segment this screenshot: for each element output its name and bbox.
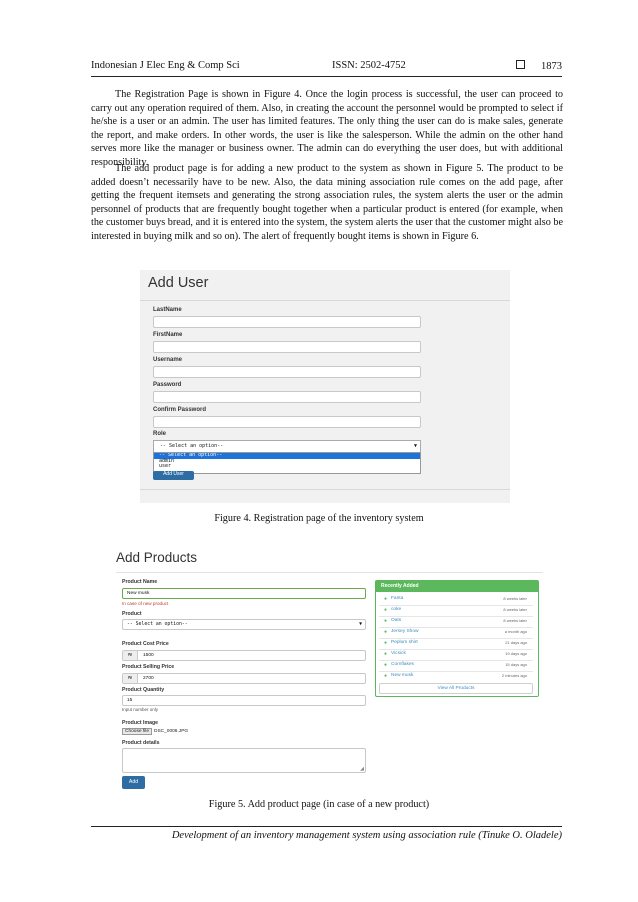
footer-rule [91,826,562,827]
recent-item-name: Vicsick [391,651,406,656]
recent-item-name: New musk [391,673,414,678]
lastname-input[interactable] [153,316,421,328]
paragraph-add-product: The add product page is for adding a new product to the system as shown in Figure 5. The product to be added doesn’t necessarily have to be new. Also, the data mining association rule comes on the add page, after getting the frequent itemsets and generating the strong association rules, the system alerts the user or the admin personnel of products that are frequently bought together when a particular product is entered (for example, when the customer buys bread, and it is entered into the system, the system alerts the user that the customer might also be interested in buying milk and so on). The alert of frequently bought items is shown in Figure 6. [91,163,563,242]
naira-icon: ₦ [123,651,138,660]
recent-item-name: Jersey Show [391,629,419,634]
comment-icon: ● [384,629,388,635]
recent-item-time: 19 days ago [505,651,527,656]
cost-price-input[interactable] [122,650,366,661]
recent-item[interactable] [379,660,533,672]
add-user-button[interactable]: Add User [153,471,194,480]
add-products-title: Add Products [116,550,198,565]
recent-item[interactable] [379,616,533,628]
naira-icon: ₦ [123,674,138,683]
recent-item[interactable] [379,671,533,682]
checkbox-glyph-icon [516,60,525,69]
firstname-label: FirstName [153,332,183,338]
product-select-value: -- Select an option-- [127,622,188,627]
quantity-value: 15 [127,698,133,703]
product-name-value: New musk [127,591,150,596]
recent-item[interactable] [379,638,533,650]
recent-item-time: 8 weeks later [503,618,527,623]
dropdown-arrow-icon: ▼ [359,622,362,627]
role-label: Role [153,431,167,437]
recent-item-name: Oats [391,618,402,623]
product-name-label: Product Name [122,579,158,585]
selling-price-input[interactable] [122,673,366,684]
quantity-input[interactable] [122,695,366,706]
details-label: Product details [122,740,160,746]
add-user-title: Add User [148,275,209,291]
dropdown-arrow-icon: ▼ [413,443,417,449]
cost-price-value: 1500 [143,653,154,658]
recent-item[interactable] [379,627,533,639]
recent-item-name: coke [391,607,402,612]
paragraph-registration: The Registration Page is shown in Figure 4. Once the login process is successful, the user can proceed to carry out any operation required of them. Also, in creating the account the personnel would be prompted to select if he/she is a user or an admin. The user has limited features. The only thing the user can do is make sales, generate the report, and make orders. In other words, the user is like the salesperson. While the admin on the other hand serves more like the manager or business owner. The admin can do everything the user does, but with additional responsibility. [91,89,563,168]
comment-icon: ● [384,651,388,657]
page-number: 1873 [541,61,562,72]
product-select[interactable] [122,619,366,630]
divider [140,489,510,490]
comment-icon: ● [384,640,388,646]
quantity-hint: Input number only [122,707,159,712]
recent-item-name: Cornflakes [391,662,414,667]
comment-icon: ● [384,673,388,679]
page-number-group [516,60,562,72]
role-option[interactable]: user [159,463,172,470]
resize-grip-icon[interactable]: ◢ [360,766,364,772]
journal-name: Indonesian J Elec Eng & Comp Sci [91,60,240,71]
image-file-picker [122,728,188,735]
figure-4-caption: Figure 4. Registration page of the inventory system [214,513,424,524]
password-input[interactable] [153,391,421,403]
product-label: Product [122,611,142,617]
confirm-password-input[interactable] [153,416,421,428]
recent-item-time: 8 weeks later [503,607,527,612]
divider [116,572,543,573]
comment-icon: ● [384,662,388,668]
quantity-label: Product Quantity [122,687,165,693]
recent-item-time: 21 days ago [505,640,527,645]
recently-added-panel [375,580,539,697]
details-textarea[interactable] [122,748,366,773]
selling-price-value: 2700 [143,676,154,681]
footer-text: Development of an inventory management system using association rule (Tinuke O. Oladele) [171,830,562,841]
divider [140,300,510,301]
running-header [91,60,562,77]
recent-item[interactable] [379,594,533,606]
product-name-note: In case of new product [122,601,169,606]
recent-item-time: 15 days ago [505,662,527,667]
recent-item-name: Fanta [391,596,404,601]
cost-price-label: Product Cost Price [122,641,169,647]
issn: ISSN: 2502-4752 [332,60,406,71]
choose-file-button[interactable]: Choose file [122,728,152,735]
figure-5-caption: Figure 5. Add product page (in case of a new product) [208,799,430,810]
username-label: Username [153,357,183,363]
selling-price-label: Product Selling Price [122,664,175,670]
firstname-input[interactable] [153,341,421,353]
recent-item-time: 8 weeks later [503,596,527,601]
file-name: DSC_0006.JPG [154,729,189,734]
lastname-label: LastName [153,307,182,313]
role-option[interactable]: -- Select an option-- [154,453,420,459]
recent-item-time: 2 minutes ago [501,673,527,678]
product-name-input[interactable] [122,588,366,599]
figure-4-add-user-screenshot [140,270,510,503]
view-all-products-button[interactable]: View All Products [379,683,533,694]
recent-item[interactable] [379,649,533,661]
figure-5-add-products-screenshot [116,547,543,794]
role-option[interactable]: admin [159,457,175,464]
role-select-value: -- Select an option-- [160,443,224,449]
recent-item[interactable] [379,605,533,617]
password-label: Password [153,382,182,388]
recent-item-time: a month ago [504,629,527,634]
add-button[interactable]: Add [122,776,145,789]
recent-item-name: Peplum shirt [391,640,418,645]
image-label: Product Image [122,720,159,726]
username-input[interactable] [153,366,421,378]
confirm-password-label: Confirm Password [153,407,207,413]
comment-icon: ● [384,596,388,602]
comment-icon: ● [384,607,388,613]
panel-title: Recently Added [376,581,538,592]
comment-icon: ● [384,618,388,624]
